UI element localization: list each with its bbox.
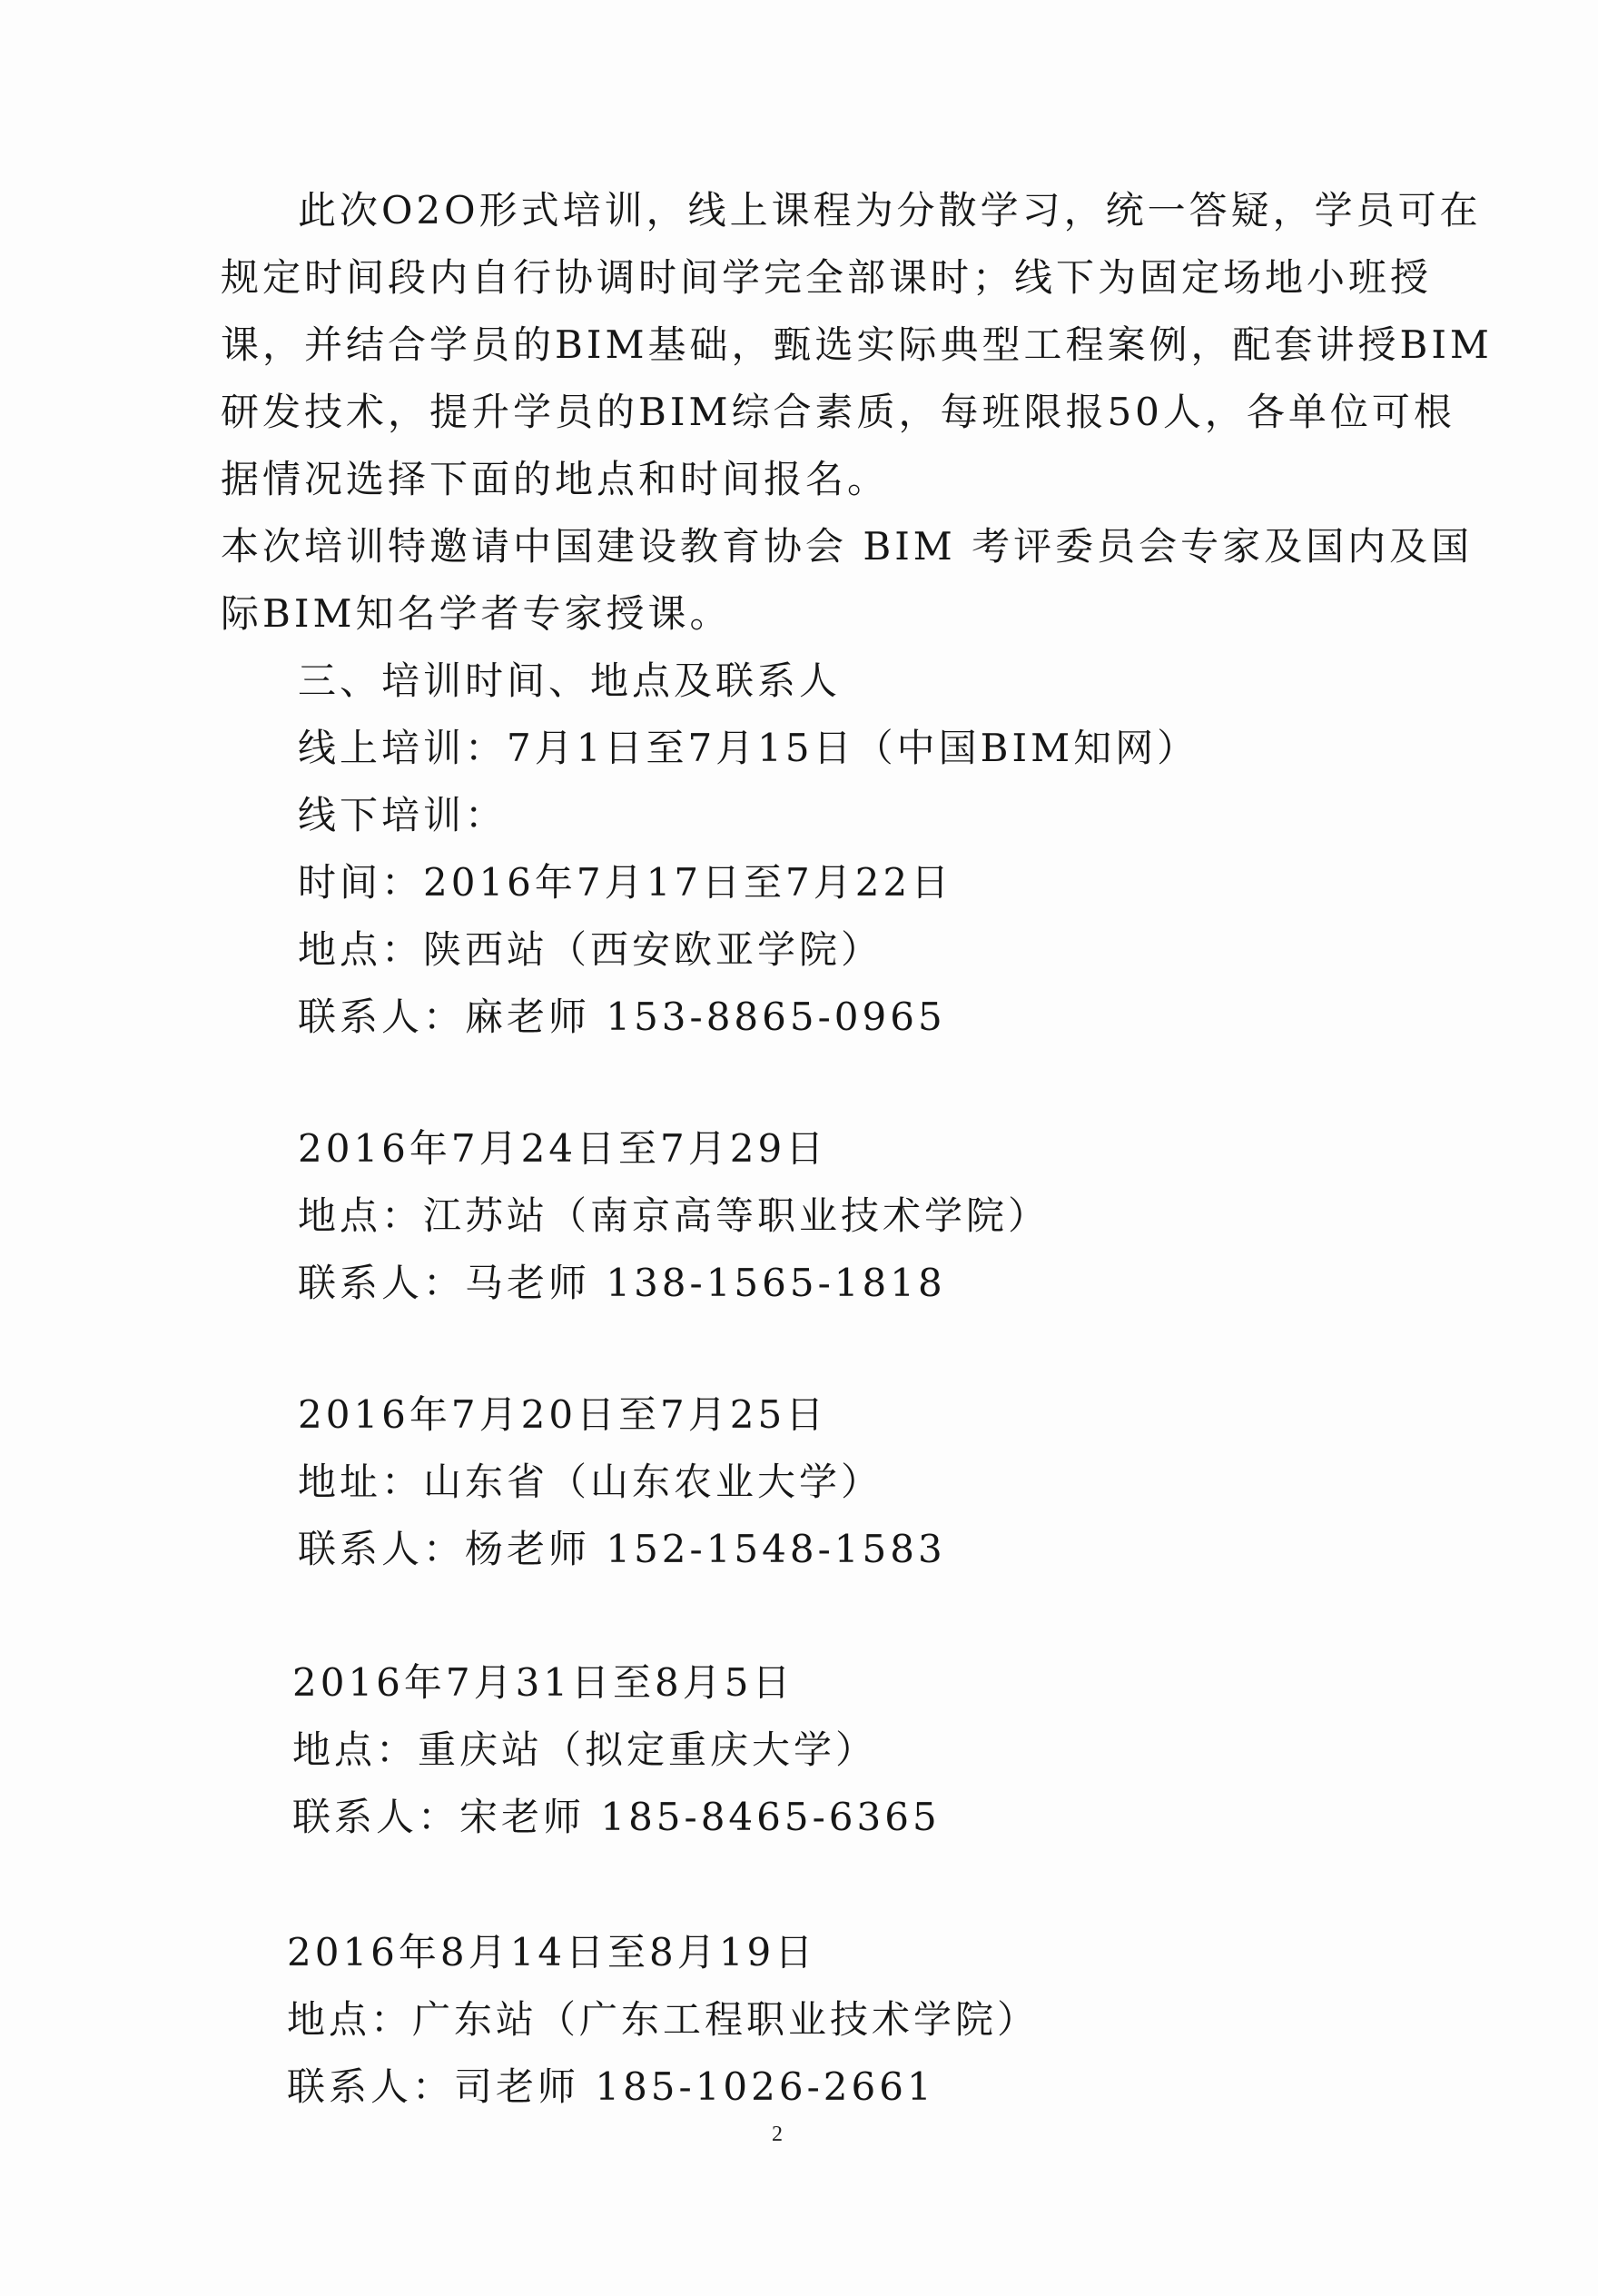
session-1-place: 地点：陕西站（西安欧亚学院）: [298, 927, 883, 972]
intro-line-5: 据情况选择下面的地点和时间报名。: [221, 457, 890, 501]
session-4-place: 地点：重庆站（拟定重庆大学）: [292, 1727, 878, 1772]
session-5-contact: 联系人：司老师 185-1026-2661: [287, 2064, 935, 2109]
session-3-time: 2016年7月20日至7月25日: [298, 1392, 828, 1437]
session-2-time: 2016年7月24日至7月29日: [298, 1126, 828, 1171]
page-number: 2: [772, 2123, 783, 2146]
session-2-contact: 联系人：马老师 138-1565-1818: [298, 1261, 946, 1305]
session-3-place: 地址：山东省（山东农业大学）: [298, 1460, 883, 1504]
section-heading: 三、培训时间、地点及联系人: [298, 658, 842, 703]
experts-line-2: 际BIM知名学者专家授课。: [221, 591, 732, 636]
intro-line-2: 规定时间段内自行协调时间学完全部课时；线下为固定场地小班授: [221, 255, 1433, 300]
intro-line-3: 课，并结合学员的BIM基础，甄选实际典型工程案例，配套讲授BIM: [221, 322, 1493, 367]
session-4-time: 2016年7月31日至8月5日: [292, 1660, 794, 1705]
session-4-contact: 联系人：宋老师 185-8465-6365: [292, 1795, 941, 1839]
intro-line-4: 研发技术，提升学员的BIM综合素质，每班限报50人，各单位可根: [221, 390, 1455, 434]
intro-line-1: 此次O2O形式培训，线上课程为分散学习，统一答疑，学员可在: [298, 188, 1482, 233]
session-1-time: 时间：2016年7月17日至7月22日: [298, 860, 953, 905]
session-3-contact: 联系人：杨老师 152-1548-1583: [298, 1527, 946, 1571]
session-5-time: 2016年8月14日至8月19日: [287, 1930, 817, 1974]
session-2-place: 地点：江苏站（南京高等职业技术学院）: [298, 1193, 1051, 1238]
online-training-line: 线上培训：7月1日至7月15日（中国BIM知网）: [298, 726, 1199, 770]
experts-line-1: 本次培训特邀请中国建设教育协会 BIM 考评委员会专家及国内及国: [221, 524, 1474, 569]
session-5-place: 地点：广东站（广东工程职业技术学院）: [287, 1997, 1040, 2042]
offline-training-heading: 线下培训：: [298, 793, 508, 837]
session-1-contact: 联系人：麻老师 153-8865-0965: [298, 995, 946, 1039]
